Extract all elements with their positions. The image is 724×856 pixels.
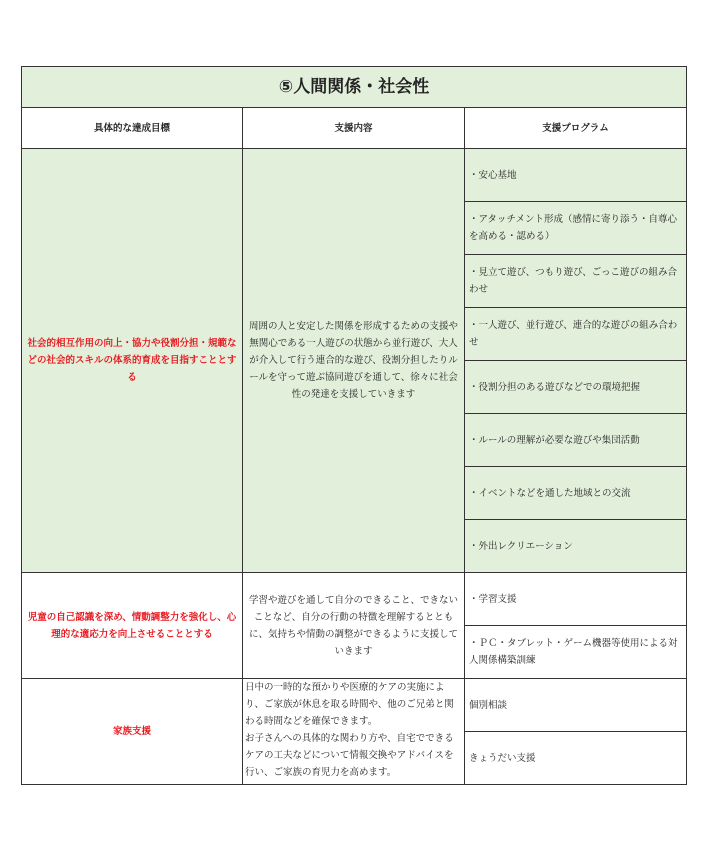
support-table — [21, 66, 687, 785]
table-title: ⑤人間関係・社会性 — [22, 67, 687, 108]
program-cell: ・ルールの理解が必要な遊びや集団活動 — [465, 414, 687, 467]
column-header-content: 支援内容 — [243, 108, 465, 149]
content-cell: 周囲の人と安定した関係を形成するための支援や無関心である一人遊びの状態から並行遊び、大人が介入して行う連合的な遊び、役割分担したりルールを守って遊ぶ協同遊びを通して、徐々に社会性の発達を支援していきます — [243, 149, 465, 573]
goal-cell: 社会的相互作用の向上・協力や役割分担・規範などの社会的スキルの体系的育成を目指すこととする — [22, 149, 243, 573]
goal-cell: 家族支援 — [22, 679, 243, 785]
table-row — [22, 573, 687, 626]
program-cell: 個別相談 — [465, 679, 687, 732]
column-header-program: 支援プログラム — [465, 108, 687, 149]
program-cell: きょうだい支援 — [465, 732, 687, 785]
program-cell: ・学習支援 — [465, 573, 687, 626]
program-cell: ・役割分担のある遊びなどでの環境把握 — [465, 361, 687, 414]
title-row — [22, 67, 687, 108]
program-cell: ・イベントなどを通した地域との交流 — [465, 467, 687, 520]
content-cell: 学習や遊びを通して自分のできること、できないことなど、自分の行動の特徴を理解するとともに、気持ちや情動の調整ができるように支援していきます — [243, 573, 465, 679]
header-row — [22, 108, 687, 149]
content-cell: 日中の一時的な預かりや医療的ケアの実施により、ご家族が休息を取る時間や、他のご兄弟と関わる時間などを確保できます。 お子さんへの具体的な関わり方や、自宅でできるケアの工夫などについて情報交換やアドバイスを行い、ご家族の育児力を高めます。 — [243, 679, 465, 785]
program-cell: ・安心基地 — [465, 149, 687, 202]
program-cell: ・一人遊び、並行遊び、連合的な遊びの組み合わせ — [465, 308, 687, 361]
table-row — [22, 679, 687, 732]
program-cell: ・外出レクリエーション — [465, 520, 687, 573]
goal-cell: 児童の自己認識を深め、情動調整力を強化し、心理的な適応力を向上させることとする — [22, 573, 243, 679]
program-cell: ・見立て遊び、つもり遊び、ごっこ遊びの組み合わせ — [465, 255, 687, 308]
column-header-goal: 具体的な達成目標 — [22, 108, 243, 149]
program-cell: ・アタッチメント形成（感情に寄り添う・自尊心を高める・認める） — [465, 202, 687, 255]
program-cell: ・ＰＣ・タブレット・ゲーム機器等使用による対人関係構築訓練 — [465, 626, 687, 679]
table-row — [22, 149, 687, 202]
